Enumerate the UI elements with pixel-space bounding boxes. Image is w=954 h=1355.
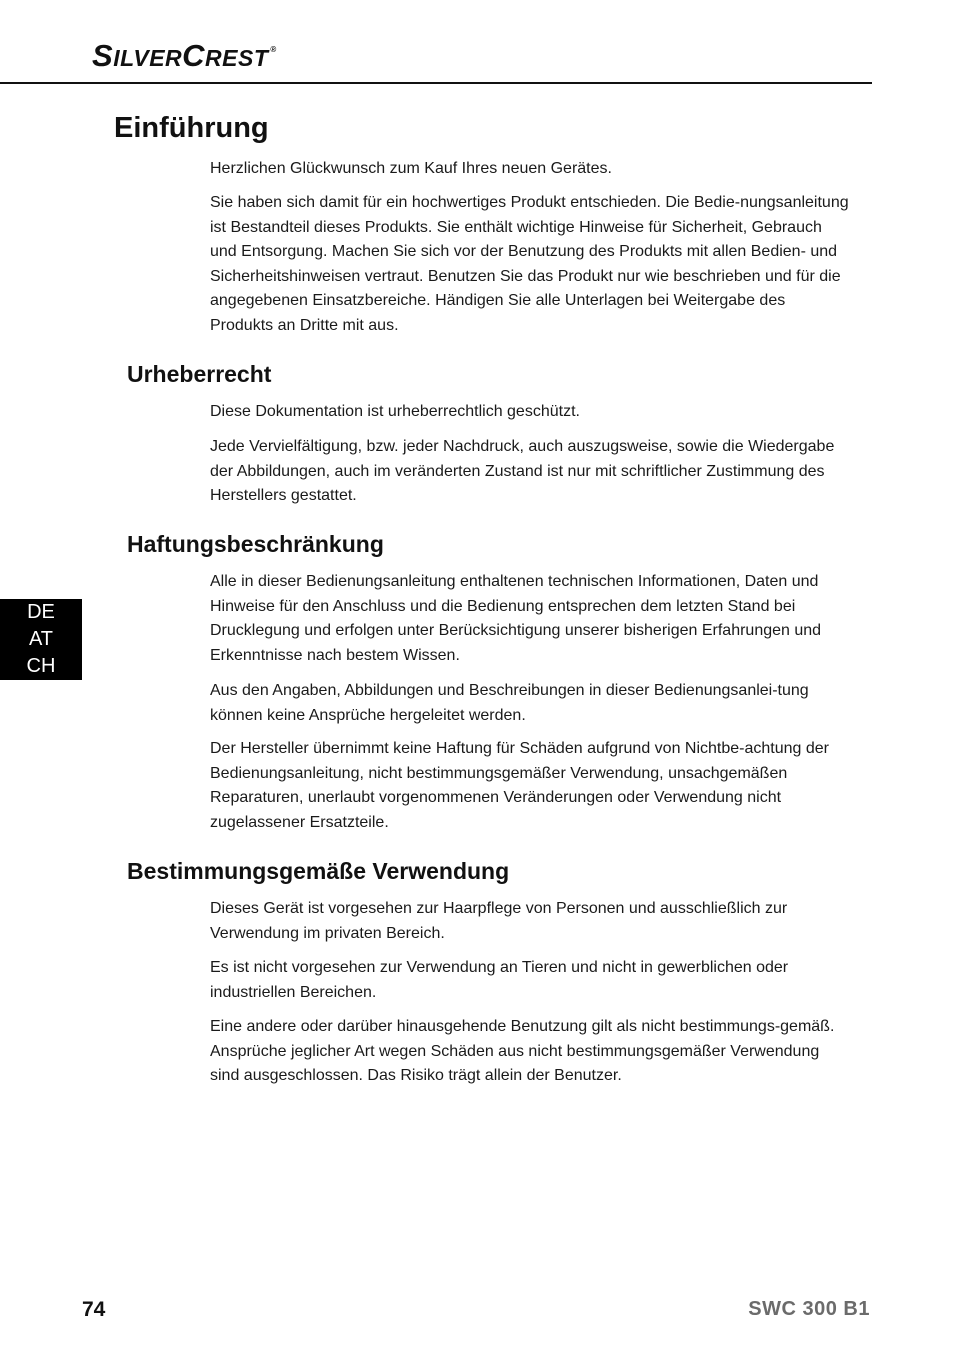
verwendung-paragraph-3: Eine andere oder darüber hinausgehende Benutzung gilt als nicht bestimmungs-gemäß. Ansprüche jeglicher Art wegen Schäden aus nicht bestimmungsgemäßer Verwendung sind ausgeschlossen. Das Risiko trägt allein der Benutzer. bbox=[210, 1018, 835, 1085]
verwendung-paragraph-1: Dieses Gerät ist vorgesehen zur Haarpflege von Personen und ausschließlich zur Verwendung im privaten Bereich. bbox=[210, 900, 788, 942]
section-heading-haftung: Haftungsbeschränkung bbox=[127, 531, 384, 557]
language-de: DE bbox=[27, 601, 55, 623]
urheberrecht-paragraph-1: Diese Dokumentation ist urheberrechtlich geschützt. bbox=[210, 403, 580, 420]
language-ch: CH bbox=[26, 655, 56, 677]
verwendung-paragraph-2: Es ist nicht vorgesehen zur Verwendung an Tieren und nicht in gewerblichen oder industriellen Bereichen. bbox=[210, 959, 789, 1001]
haftung-paragraph-1: Alle in dieser Bedienungsanleitung enthaltenen technischen Informationen, Daten und Hinweise für den Anschluss und die Bedienung entsprechen dem letzten Stand bei Drucklegung und erfolgen unter Berücksichtigung unserer bisherigen Erfahrungen und Erkenntnisse nach bestem Wissen. bbox=[210, 573, 822, 664]
brand-logo: SILVERCREST ® bbox=[92, 38, 277, 73]
page-number: 74 bbox=[82, 1298, 106, 1321]
intro-paragraph-1: Herzlichen Glückwunsch zum Kauf Ihres neuen Gerätes. bbox=[210, 160, 612, 177]
header-rule bbox=[0, 82, 872, 84]
intro-paragraph-2: Sie haben sich damit für ein hochwertiges Produkt entschieden. Die Bedie-nungsanleitung ist Bestandteil dieses Produkts. Sie enthält wichtige Hinweise für Sicherheit, Gebrauch und Entsorgung. Machen Sie sich vor der Benutzung des Produkts mit allen Bedien- und Sicherheitshinweisen vertraut. Benutzen Sie das Produkt nur wie beschrieben und für die angegebenen Einsatzbereiche. Händigen Sie alle Unterlagen bei Weitergabe des Produkts an Dritte mit aus. bbox=[210, 194, 849, 334]
section-heading-urheberrecht: Urheberrecht bbox=[127, 361, 272, 387]
haftung-paragraph-2: Aus den Angaben, Abbildungen und Beschreibungen in dieser Bedienungsanlei-tung können keine Ansprüche hergeleitet werden. bbox=[210, 682, 809, 724]
section-heading-verwendung: Bestimmungsgemäße Verwendung bbox=[127, 858, 510, 884]
model-number: SWC 300 B1 bbox=[748, 1298, 870, 1320]
language-tab bbox=[0, 599, 82, 680]
language-at: AT bbox=[28, 628, 54, 650]
urheberrecht-paragraph-2: Jede Vervielfältigung, bzw. jeder Nachdruck, auch auszugsweise, sowie die Wiedergabe der Abbildungen, auch im veränderten Zustand ist nur mit schriftlicher Zustimmung des Herstellers gestattet. bbox=[210, 438, 835, 505]
page-title: Einführung bbox=[114, 112, 269, 144]
haftung-paragraph-3: Der Hersteller übernimmt keine Haftung für Schäden aufgrund von Nichtbe-achtung der Bedienungsanleitung, nicht bestimmungsgemäßer Verwendung, unsachgemäßen Reparaturen, unerlaubt vorgenommenen Veränderungen oder Verwendung nicht zugelassener Ersatzteile. bbox=[210, 740, 829, 831]
